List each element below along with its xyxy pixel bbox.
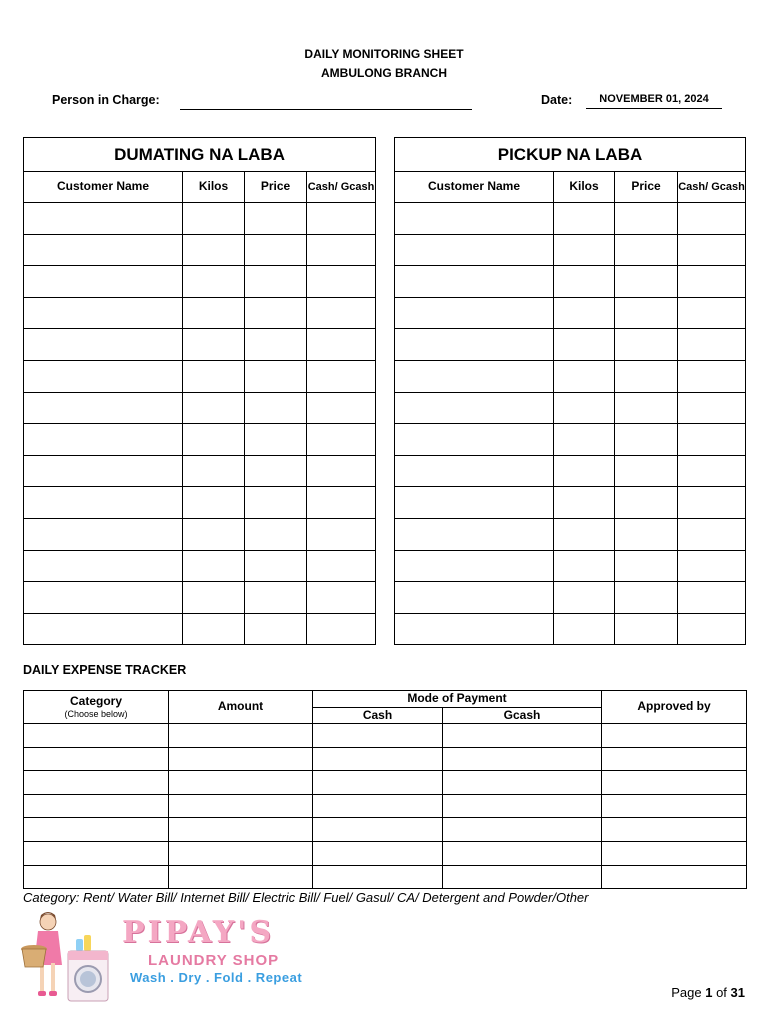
table-row: [395, 518, 746, 550]
table-cell[interactable]: [554, 392, 615, 424]
table-cell[interactable]: [395, 266, 554, 298]
table-cell[interactable]: [602, 747, 747, 771]
table-cell[interactable]: [554, 203, 615, 235]
table-cell[interactable]: [615, 203, 678, 235]
col-kilos: Kilos: [183, 172, 245, 203]
table-cell[interactable]: [602, 841, 747, 865]
page-word: Page: [671, 985, 702, 1000]
table-cell[interactable]: [183, 360, 245, 392]
col-mode-of-payment: Mode of Payment: [313, 691, 602, 708]
table-cell[interactable]: [678, 203, 746, 235]
table-cell[interactable]: [615, 424, 678, 456]
table-row: [395, 487, 746, 519]
table-row: [395, 297, 746, 329]
table-cell[interactable]: [24, 424, 183, 456]
table-cell[interactable]: [313, 818, 443, 842]
logo-wordmark: PIPAY'S: [122, 915, 275, 950]
table-cell[interactable]: [245, 297, 307, 329]
col-cash-gcash: Cash/ Gcash: [678, 172, 746, 203]
logo-subtitle: LAUNDRY SHOP: [148, 952, 280, 969]
table-cell[interactable]: [307, 424, 376, 456]
table-cell[interactable]: [307, 550, 376, 582]
table-cell[interactable]: [678, 234, 746, 266]
table-row: [24, 747, 747, 771]
table-cell[interactable]: [307, 487, 376, 519]
table-cell[interactable]: [307, 266, 376, 298]
table-cell[interactable]: [307, 582, 376, 614]
table-cell[interactable]: [169, 771, 313, 795]
table-cell[interactable]: [24, 455, 183, 487]
table-cell[interactable]: [245, 424, 307, 456]
table-cell[interactable]: [313, 794, 443, 818]
table-cell[interactable]: [678, 582, 746, 614]
table-cell[interactable]: [554, 518, 615, 550]
table-row: [24, 297, 376, 329]
page-current: 1: [705, 985, 713, 1000]
table-cell[interactable]: [554, 455, 615, 487]
col-amount: Amount: [169, 691, 313, 724]
table-cell[interactable]: [678, 455, 746, 487]
table-row: [24, 424, 376, 456]
table-cell[interactable]: [245, 613, 307, 645]
table-row: [395, 203, 746, 235]
table-cell[interactable]: [615, 392, 678, 424]
sheet-title: DAILY MONITORING SHEET: [304, 47, 464, 61]
pickup-table: [394, 137, 746, 645]
table-cell[interactable]: [24, 771, 169, 795]
table-row: [395, 234, 746, 266]
table-cell[interactable]: [602, 794, 747, 818]
table-cell[interactable]: [615, 360, 678, 392]
table-cell[interactable]: [24, 818, 169, 842]
table-cell[interactable]: [395, 518, 554, 550]
table-cell[interactable]: [245, 266, 307, 298]
table-cell[interactable]: [24, 234, 183, 266]
table-cell[interactable]: [678, 613, 746, 645]
table-cell[interactable]: [183, 424, 245, 456]
table-cell[interactable]: [395, 455, 554, 487]
table-cell[interactable]: [395, 203, 554, 235]
table-cell[interactable]: [169, 724, 313, 748]
table-cell[interactable]: [183, 550, 245, 582]
branch-name: AMBULONG BRANCH: [321, 66, 447, 80]
table-row: [24, 234, 376, 266]
table-cell[interactable]: [24, 297, 183, 329]
table-cell[interactable]: [307, 392, 376, 424]
table-cell[interactable]: [395, 582, 554, 614]
table-cell[interactable]: [307, 518, 376, 550]
table-cell[interactable]: [678, 266, 746, 298]
table-cell[interactable]: [313, 865, 443, 889]
table-cell[interactable]: [554, 424, 615, 456]
table-row: [24, 613, 376, 645]
table-cell[interactable]: [395, 297, 554, 329]
table-row: [395, 424, 746, 456]
table-cell[interactable]: [183, 518, 245, 550]
table-cell[interactable]: [169, 841, 313, 865]
table-cell[interactable]: [615, 613, 678, 645]
table-cell[interactable]: [183, 487, 245, 519]
table-cell[interactable]: [678, 487, 746, 519]
table-cell[interactable]: [615, 266, 678, 298]
table-cell[interactable]: [395, 613, 554, 645]
laundry-girl-illustration: [18, 905, 118, 1005]
table-cell[interactable]: [24, 724, 169, 748]
table-cell[interactable]: [395, 487, 554, 519]
table-row: [395, 266, 746, 298]
table-row: [24, 794, 747, 818]
table-cell[interactable]: [554, 297, 615, 329]
col-category: [24, 691, 169, 724]
table-cell[interactable]: [245, 392, 307, 424]
table-cell[interactable]: [554, 487, 615, 519]
table-row: [24, 455, 376, 487]
table-cell[interactable]: [615, 329, 678, 361]
table-cell[interactable]: [24, 841, 169, 865]
table-cell[interactable]: [602, 771, 747, 795]
table-cell[interactable]: [307, 360, 376, 392]
table-cell[interactable]: [615, 487, 678, 519]
table-cell[interactable]: [307, 234, 376, 266]
date-label: Date:: [541, 93, 573, 107]
table-cell[interactable]: [307, 455, 376, 487]
table-cell[interactable]: [443, 794, 602, 818]
page-of: of: [716, 985, 727, 1000]
category-note: (Choose below): [64, 708, 128, 719]
table-row: [24, 818, 747, 842]
table-cell[interactable]: [24, 392, 183, 424]
table-cell[interactable]: [24, 203, 183, 235]
table-cell[interactable]: [24, 487, 183, 519]
category-options-note: Category: Rent/ Water Bill/ Internet Bill/ Electric Bill/ Fuel/ Gasul/ CA/ Detergent and Powder/Other: [23, 890, 589, 905]
table-row: [395, 613, 746, 645]
col-customer-name: Customer Name: [395, 172, 554, 203]
col-kilos: Kilos: [554, 172, 615, 203]
table-cell[interactable]: [24, 329, 183, 361]
table-cell[interactable]: [395, 234, 554, 266]
table-cell[interactable]: [602, 865, 747, 889]
table-cell[interactable]: [24, 613, 183, 645]
table-cell[interactable]: [24, 518, 183, 550]
table-cell[interactable]: [245, 234, 307, 266]
table-cell[interactable]: [24, 582, 183, 614]
table-cell[interactable]: [678, 424, 746, 456]
table-row: [24, 360, 376, 392]
table-row: [24, 841, 747, 865]
table-cell[interactable]: [395, 550, 554, 582]
table-cell[interactable]: [245, 360, 307, 392]
table-cell[interactable]: [24, 747, 169, 771]
col-price: Price: [615, 172, 678, 203]
table-cell[interactable]: [183, 203, 245, 235]
table-row: [395, 455, 746, 487]
table-cell[interactable]: [554, 329, 615, 361]
page-total: 31: [730, 985, 745, 1000]
table-cell[interactable]: [245, 203, 307, 235]
table-row: [24, 518, 376, 550]
col-approved-by: Approved by: [602, 691, 747, 724]
table-cell[interactable]: [678, 297, 746, 329]
table-cell[interactable]: [313, 841, 443, 865]
table-cell[interactable]: [395, 392, 554, 424]
table-row: [24, 582, 376, 614]
category-label: Category: [69, 693, 122, 708]
table-cell[interactable]: [307, 329, 376, 361]
table-cell[interactable]: [554, 582, 615, 614]
pickup-title: PICKUP NA LABA: [395, 138, 746, 172]
col-gcash: Gcash: [443, 708, 602, 724]
table-cell[interactable]: [554, 613, 615, 645]
table-cell[interactable]: [678, 329, 746, 361]
table-cell[interactable]: [678, 550, 746, 582]
table-cell[interactable]: [307, 613, 376, 645]
table-cell[interactable]: [183, 297, 245, 329]
page-number: [671, 985, 745, 1000]
table-row: [24, 771, 747, 795]
table-cell[interactable]: [24, 360, 183, 392]
table-cell[interactable]: [169, 865, 313, 889]
table-cell[interactable]: [313, 724, 443, 748]
table-row: [24, 203, 376, 235]
table-cell[interactable]: [443, 865, 602, 889]
table-cell[interactable]: [615, 550, 678, 582]
table-cell[interactable]: [24, 865, 169, 889]
logo-tagline: Wash . Dry . Fold . Repeat: [130, 970, 303, 985]
table-cell[interactable]: [183, 392, 245, 424]
table-cell[interactable]: [615, 518, 678, 550]
table-cell[interactable]: [183, 613, 245, 645]
table-cell[interactable]: [443, 724, 602, 748]
table-cell[interactable]: [307, 297, 376, 329]
col-cash-gcash: Cash/ Gcash: [307, 172, 376, 203]
table-cell[interactable]: [602, 818, 747, 842]
table-cell[interactable]: [245, 550, 307, 582]
table-cell[interactable]: [313, 771, 443, 795]
table-row: [24, 266, 376, 298]
table-cell[interactable]: [24, 794, 169, 818]
col-price: Price: [245, 172, 307, 203]
table-cell[interactable]: [615, 234, 678, 266]
table-cell[interactable]: [313, 747, 443, 771]
table-row: [24, 724, 747, 748]
table-row: [395, 360, 746, 392]
person-in-charge-field[interactable]: [180, 95, 472, 110]
table-row: [395, 582, 746, 614]
table-cell[interactable]: [554, 550, 615, 582]
table-cell[interactable]: [245, 329, 307, 361]
table-cell[interactable]: [554, 360, 615, 392]
table-row: [24, 487, 376, 519]
expense-table: [23, 690, 747, 889]
table-cell[interactable]: [169, 794, 313, 818]
date-field[interactable]: NOVEMBER 01, 2024: [586, 93, 722, 109]
table-cell[interactable]: [169, 747, 313, 771]
table-cell[interactable]: [678, 360, 746, 392]
table-cell[interactable]: [183, 455, 245, 487]
table-cell[interactable]: [678, 518, 746, 550]
table-cell[interactable]: [169, 818, 313, 842]
table-row: [24, 392, 376, 424]
col-customer-name: Customer Name: [24, 172, 183, 203]
table-cell[interactable]: [24, 266, 183, 298]
table-row: [24, 329, 376, 361]
table-cell[interactable]: [443, 771, 602, 795]
expense-tracker-title: DAILY EXPENSE TRACKER: [23, 663, 187, 677]
col-cash: Cash: [313, 708, 443, 724]
table-row: [395, 550, 746, 582]
table-cell[interactable]: [183, 234, 245, 266]
table-cell[interactable]: [678, 392, 746, 424]
table-row: [395, 329, 746, 361]
table-cell[interactable]: [24, 550, 183, 582]
table-cell[interactable]: [615, 582, 678, 614]
table-cell[interactable]: [602, 724, 747, 748]
table-cell[interactable]: [183, 582, 245, 614]
person-in-charge-label: Person in Charge:: [52, 93, 160, 107]
table-cell[interactable]: [615, 297, 678, 329]
dumating-table: [23, 137, 376, 645]
table-cell[interactable]: [245, 455, 307, 487]
table-cell[interactable]: [183, 266, 245, 298]
table-cell[interactable]: [443, 841, 602, 865]
table-cell[interactable]: [183, 329, 245, 361]
dumating-title: DUMATING NA LABA: [24, 138, 376, 172]
table-cell[interactable]: [554, 266, 615, 298]
table-row: [395, 392, 746, 424]
table-cell[interactable]: [245, 487, 307, 519]
table-cell[interactable]: [395, 360, 554, 392]
table-cell[interactable]: [395, 424, 554, 456]
table-cell[interactable]: [554, 234, 615, 266]
table-cell[interactable]: [307, 203, 376, 235]
table-cell[interactable]: [245, 518, 307, 550]
table-cell[interactable]: [443, 747, 602, 771]
table-cell[interactable]: [395, 329, 554, 361]
table-row: [24, 550, 376, 582]
table-row: [24, 865, 747, 889]
table-cell[interactable]: [245, 582, 307, 614]
table-cell[interactable]: [443, 818, 602, 842]
table-cell[interactable]: [615, 455, 678, 487]
